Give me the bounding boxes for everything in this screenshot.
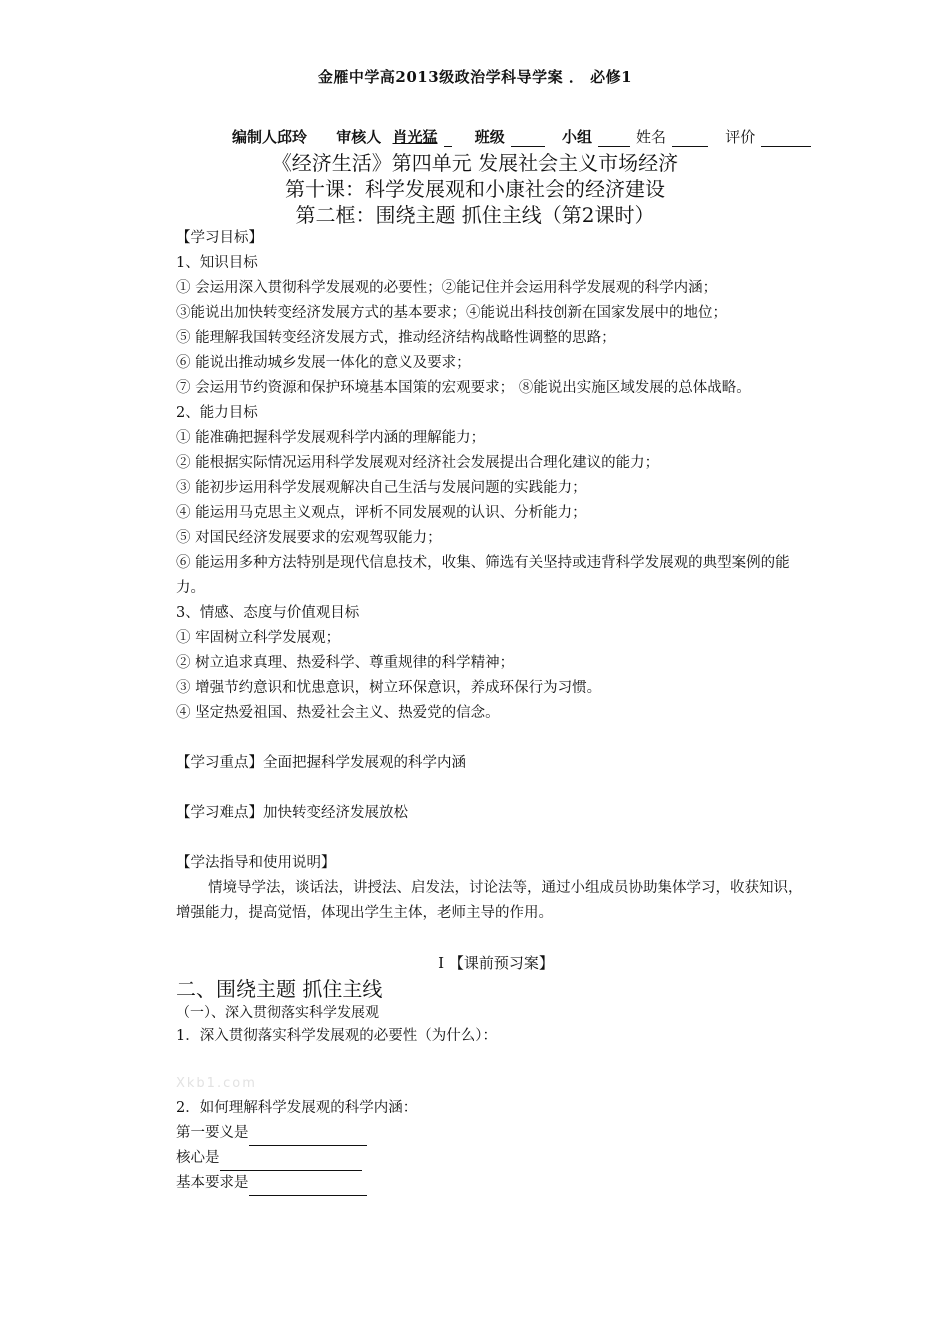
eval-blank[interactable] [761,131,811,147]
question-1: 1．深入贯彻落实科学发展观的必要性（为什么）： [176,1028,497,1044]
group-label: 小组 [562,128,593,146]
emotion-item: ④ 坚定热爱祖国、热爱社会主义、热爱党的信念。 [176,705,500,721]
document-header: 金雁中学高2013级政治学科导学案 ． 必修1 [317,68,633,86]
knowledge-item: ⑤ 能理解我国转变经济发展方式，推动经济结构战略性调整的思路； [176,330,616,346]
class-blank[interactable] [511,131,545,147]
section-title: 第二框：围绕主题 抓住主线（第2课时） [295,203,655,227]
question-2: 2．如何理解科学发展观的科学内涵： [176,1100,418,1116]
fill-label-2: 核心是 [176,1150,220,1166]
ability-item: ① 能准确把握科学发展观科学内涵的理解能力； [176,430,486,446]
group-blank[interactable] [598,131,630,147]
key-point: 【学习重点】全面把握科学发展观的科学内涵 [176,755,466,771]
knowledge-title: 1、知识目标 [176,255,258,271]
emotion-title: 3、情感、态度与价值观目标 [176,605,360,621]
reviewer-name: 肖光猛 [392,128,438,146]
emotion-item: ③ 增强节约意识和忧患意识，树立环保意识，养成环保行为习惯。 [176,680,602,696]
knowledge-item: ⑦ 会运用节约资源和保护环境基本国策的宏观要求； ⑧能说出实施区域发展的总体战略。 [176,380,751,396]
unit-title: 《经济生活》第四单元 发展社会主义市场经济 [271,151,679,175]
ability-item: ③ 能初步运用科学发展观解决自己生活与发展问题的实践能力； [176,480,587,496]
knowledge-item: ⑥ 能说出推动城乡发展一体化的意义及要求； [176,355,471,371]
ability-item: ⑥ 能运用多种方法特别是现代信息技术，收集、筛选有关坚持或违背科学发展观的典型案例的能力。 [176,555,790,596]
method-text: 情境导学法，谈话法，讲授法、启发法，讨论法等，通过小组成员协助集体学习，收获知识，增强能力，提高觉悟，体现出学生主体，老师主导的作用。 [176,880,803,921]
lesson-title: 第十课：科学发展观和小康社会的经济建设 [285,177,665,201]
fill-blank-3[interactable] [249,1179,367,1196]
knowledge-item: ① 会运用深入贯彻科学发展观的必要性；②能记住并会运用科学发展观的科学内涵； [176,280,718,296]
name-blank[interactable] [672,131,708,147]
eval-label: 评价 [725,128,756,146]
document-body [176,226,816,1196]
fill-blank-1[interactable] [249,1129,367,1146]
editor-label: 编制人邱玲 [232,128,308,146]
knowledge-item: ③能说出加快转变经济发展方式的基本要求；④能说出科技创新在国家发展中的地位； [176,305,727,321]
watermark: Xkb1.com [176,1076,257,1091]
goals-heading: 【学习目标】 [176,230,263,246]
ability-item: ② 能根据实际情况运用科学发展观对经济社会发展提出合理化建议的能力； [176,455,660,471]
reviewer-underline [444,131,452,147]
fill-label-1: 第一要义是 [176,1125,249,1141]
ability-item: ⑤ 对国民经济发展要求的宏观驾驭能力； [176,530,442,546]
name-label: 姓名 [636,128,667,146]
method-heading: 【学法指导和使用说明】 [176,855,336,871]
class-label: 班级 [474,128,505,146]
difficulty: 【学习难点】加快转变经济发展放松 [176,805,408,821]
reviewer-label: 审核人 [336,128,382,146]
info-line [232,126,817,147]
ability-item: ④ 能运用马克思主义观点，评析不同发展观的认识、分析能力； [176,505,587,521]
emotion-item: ② 树立追求真理、热爱科学、尊重规律的科学精神； [176,655,515,671]
fill-label-3: 基本要求是 [176,1175,249,1191]
preview-section-title: Ⅰ 【课前预习案】 [438,954,554,972]
ability-title: 2、能力目标 [176,405,258,421]
emotion-item: ① 牢固树立科学发展观； [176,630,341,646]
preview-heading: 二、围绕主题 抓住主线 [176,977,383,1001]
fill-blank-2[interactable] [220,1154,362,1171]
preview-subheading: （一）、深入贯彻落实科学发展观 [176,1005,379,1021]
